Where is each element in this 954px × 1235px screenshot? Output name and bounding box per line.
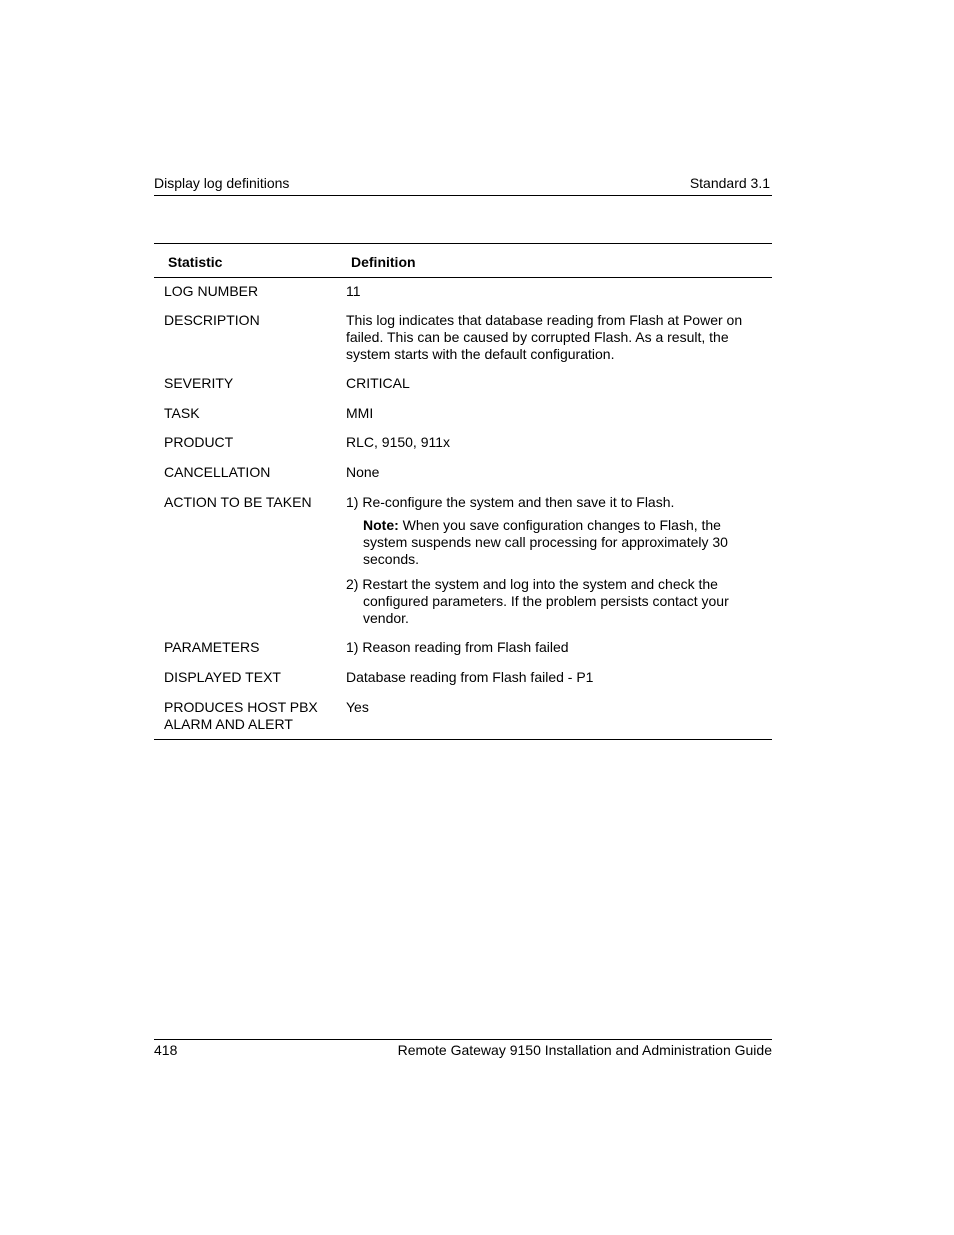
- row-label: DESCRIPTION: [164, 312, 260, 328]
- page-footer: [154, 1042, 772, 1062]
- table-row: [154, 375, 772, 392]
- table-row: [154, 464, 772, 481]
- version-label: Standard 3.1: [689, 175, 770, 191]
- table-row: [154, 494, 772, 627]
- row-label: PARAMETERS: [164, 639, 260, 655]
- action-note: [346, 517, 746, 568]
- action-step-1: 1) Re-configure the system and then save it to Flash.: [346, 494, 675, 510]
- row-label-line-2: ALARM AND ALERT: [164, 716, 293, 732]
- table-row: [154, 312, 772, 363]
- guide-title: Remote Gateway 9150 Installation and Administration Guide: [397, 1042, 772, 1058]
- note-text: When you save configuration changes to Flash, the system suspends new call processing for approximately 30 seconds.: [363, 517, 728, 567]
- col-definition: Definition: [351, 254, 416, 270]
- row-value: This log indicates that database reading from Flash at Power on failed. This can be caused by corrupted Flash. As a result, the system starts with the default configuration.: [346, 312, 743, 362]
- row-value: None: [346, 464, 380, 480]
- row-value: RLC, 9150, 911x: [346, 434, 451, 450]
- table-row: [154, 405, 772, 422]
- table-row: [154, 283, 772, 300]
- section-title: Display log definitions: [154, 175, 290, 191]
- row-value: [346, 494, 746, 627]
- note-label: Note:: [363, 517, 399, 533]
- table-row: [154, 434, 772, 451]
- log-definition-table: [154, 243, 772, 740]
- row-value: MMI: [346, 405, 374, 421]
- row-label-line-1: PRODUCES HOST PBX: [164, 699, 318, 715]
- row-label: ACTION TO BE TAKEN: [164, 494, 312, 510]
- row-label: [154, 699, 346, 733]
- row-value: CRITICAL: [346, 375, 410, 391]
- row-label: TASK: [164, 405, 200, 421]
- row-label: CANCELLATION: [164, 464, 271, 480]
- table-row: [154, 639, 772, 656]
- row-label: SEVERITY: [164, 375, 234, 391]
- table-row: [154, 699, 772, 739]
- col-statistic: Statistic: [168, 254, 223, 270]
- footer-rule: [154, 1039, 772, 1040]
- page-number: 418: [154, 1042, 178, 1058]
- row-value: 11: [346, 283, 361, 299]
- row-label: DISPLAYED TEXT: [164, 669, 281, 685]
- row-label: LOG NUMBER: [164, 283, 259, 299]
- row-label: PRODUCT: [164, 434, 234, 450]
- row-value: Database reading from Flash failed - P1: [346, 669, 594, 685]
- action-step-2: 2) Restart the system and log into the system and check the configured parameters. If the problem persists contact your vendor.: [346, 576, 729, 626]
- row-value: 1) Reason reading from Flash failed: [346, 639, 569, 655]
- row-value: Yes: [346, 699, 369, 715]
- page-header: [154, 174, 772, 196]
- table-header: [154, 244, 772, 278]
- table-row: [154, 669, 772, 686]
